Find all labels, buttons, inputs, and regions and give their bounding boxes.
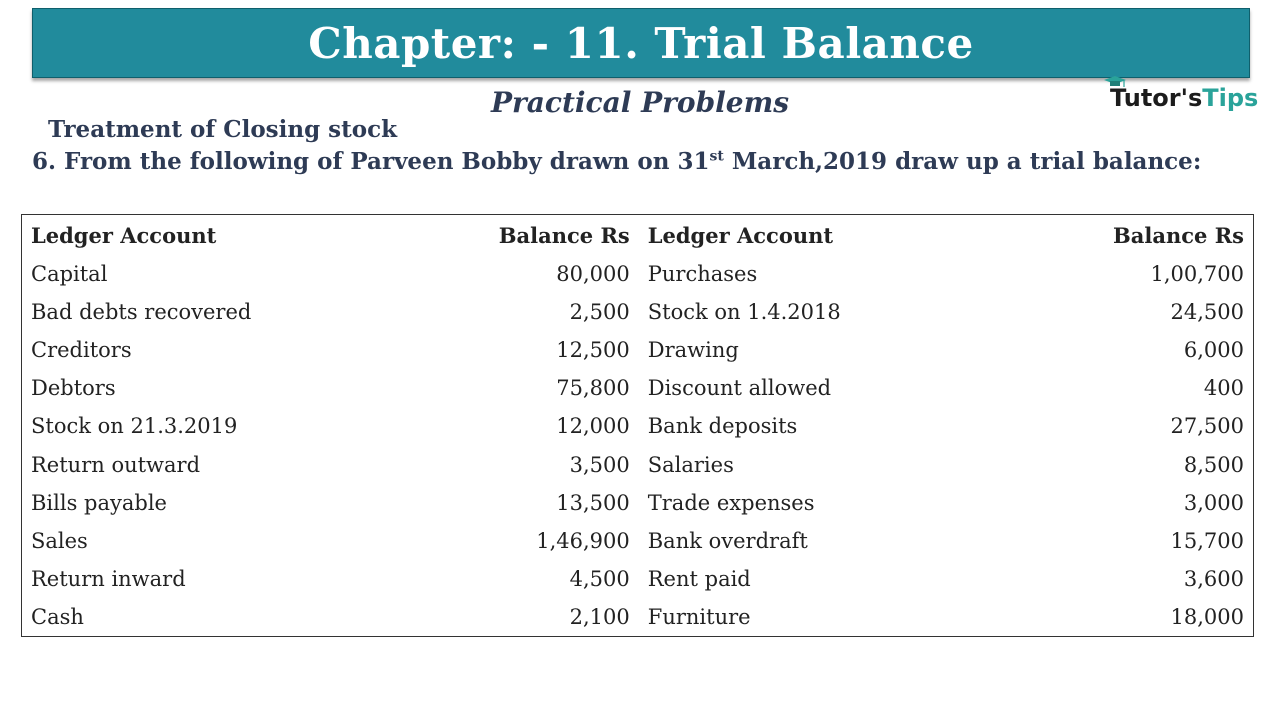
ledger-account-cell: Debtors <box>31 376 116 401</box>
header-ledger-account-right: Ledger Account <box>647 222 834 248</box>
table-row <box>22 331 1254 369</box>
table-row <box>22 407 1254 445</box>
question-text <box>32 148 1201 175</box>
balance-cell: 12,000 <box>556 414 630 439</box>
ledger-account-cell: Furniture <box>647 604 751 629</box>
ledger-account-cell: Return inward <box>31 566 186 591</box>
balance-cell: 6,000 <box>1183 338 1244 363</box>
balance-cell: 3,600 <box>1183 566 1244 591</box>
ledger-account-cell: Discount allowed <box>647 376 832 401</box>
ledger-account-cell: Rent paid <box>647 566 751 591</box>
logo-text-accent: Tips <box>1202 84 1259 112</box>
table-row <box>22 293 1254 331</box>
balance-cell: 27,500 <box>1170 414 1244 439</box>
header-balance-left: Balance Rs <box>498 222 630 248</box>
balance-cell: 1,00,700 <box>1150 262 1244 287</box>
balance-cell: 24,500 <box>1170 300 1244 325</box>
question-superscript: st <box>709 148 724 165</box>
balance-cell: 400 <box>1203 376 1244 401</box>
balance-cell: 1,46,900 <box>536 528 630 553</box>
table-row <box>22 522 1254 560</box>
balance-cell: 15,700 <box>1170 528 1244 553</box>
ledger-account-cell: Capital <box>31 262 108 287</box>
ledger-account-cell: Bad debts recovered <box>31 300 252 325</box>
header-balance-right: Balance Rs <box>1113 222 1244 248</box>
header-ledger-account-left: Ledger Account <box>31 222 217 248</box>
ledger-account-cell: Stock on 21.3.2019 <box>31 414 238 439</box>
ledger-table <box>21 214 1254 637</box>
section-label: Treatment of Closing stock <box>48 116 398 143</box>
table-row <box>22 484 1254 522</box>
logo-text-primary: Tutor's <box>1110 84 1203 112</box>
ledger-account-cell: Creditors <box>31 338 132 363</box>
balance-cell: 13,500 <box>556 490 630 515</box>
ledger-account-cell: Bank overdraft <box>647 528 808 553</box>
title-banner <box>32 8 1250 78</box>
balance-cell: 80,000 <box>556 262 630 287</box>
balance-cell: 8,500 <box>1183 452 1244 477</box>
ledger-account-cell: Return outward <box>31 452 201 477</box>
table-row <box>22 255 1254 293</box>
table-row <box>22 445 1254 483</box>
question-prefix: 6. From the following of Parveen Bobby drawn on 31 <box>32 148 710 175</box>
ledger-account-cell: Trade expenses <box>647 490 815 515</box>
table-row <box>22 369 1254 407</box>
ledger-account-cell: Stock on 1.4.2018 <box>647 300 841 325</box>
ledger-account-cell: Purchases <box>647 262 758 287</box>
balance-cell: 12,500 <box>556 338 630 363</box>
ledger-account-cell: Bank deposits <box>647 414 798 439</box>
table-row <box>22 560 1254 598</box>
balance-cell: 75,800 <box>556 376 630 401</box>
ledger-account-cell: Salaries <box>647 452 734 477</box>
table-row <box>22 598 1254 637</box>
page-title: Chapter: - 11. Trial Balance <box>308 18 974 68</box>
question-suffix: March,2019 draw up a trial balance: <box>723 148 1202 175</box>
table-header-row <box>22 215 1254 256</box>
ledger-account-cell: Drawing <box>647 338 739 363</box>
tutors-tips-logo <box>1106 80 1259 120</box>
balance-cell: 2,500 <box>569 300 630 325</box>
ledger-account-cell: Sales <box>31 528 88 553</box>
ledger-account-cell: Cash <box>31 604 84 629</box>
balance-cell: 4,500 <box>569 566 630 591</box>
balance-cell: 18,000 <box>1170 604 1244 629</box>
balance-cell: 3,500 <box>569 452 630 477</box>
page-subtitle: Practical Problems <box>490 86 790 119</box>
balance-cell: 3,000 <box>1183 490 1244 515</box>
balance-cell: 2,100 <box>569 604 630 629</box>
ledger-account-cell: Bills payable <box>31 490 167 515</box>
